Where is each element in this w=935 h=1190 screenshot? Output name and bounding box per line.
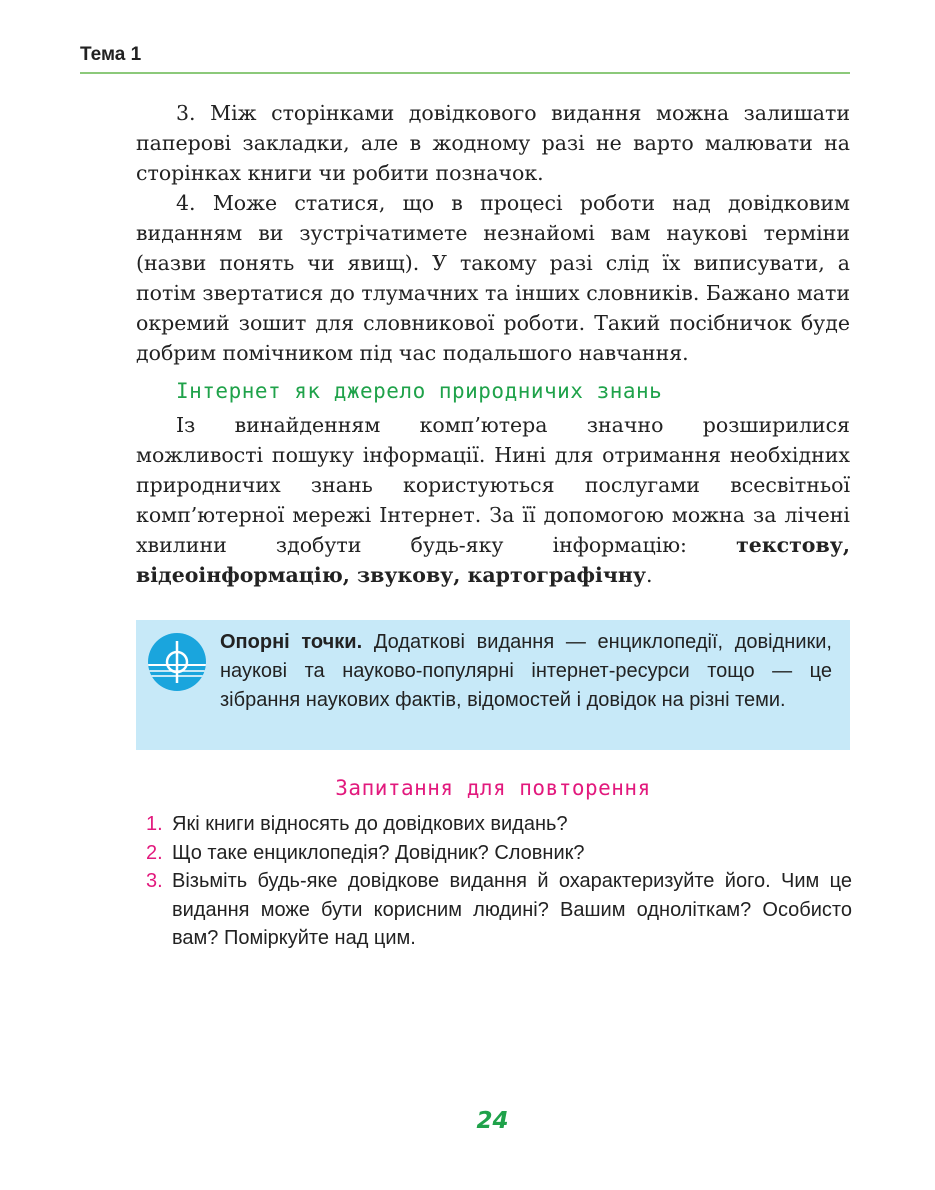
page-header bbox=[80, 44, 850, 74]
question-item bbox=[146, 839, 852, 868]
key-points-text bbox=[220, 628, 832, 715]
key-points-body: Додаткові видання — енциклопедії, довідники, наукові та науково-популярні інтернет-ресурси тощо — це зібрання наукових фактів, відомостей і довідок на різні теми. bbox=[220, 631, 832, 711]
topic-label: Тема 1 bbox=[80, 44, 142, 65]
internet-bold-text: текстову, відеоінформацію, звукову, картографічну bbox=[136, 533, 850, 587]
internet-end: . bbox=[645, 563, 653, 587]
questions-list bbox=[146, 810, 852, 953]
question-number: 3. bbox=[146, 870, 163, 892]
question-item bbox=[146, 810, 852, 839]
internet-heading: Інтернет як джерело природничих знань bbox=[176, 379, 663, 403]
main-text bbox=[136, 98, 850, 590]
paragraph-3: 3. Між сторінками довідкового видання можна залишати паперові закладки, але в жодному разі не варто малювати на сторінках книги чи робити позначок. bbox=[136, 101, 850, 185]
paragraph-4: 4. Може статися, що в процесі роботи над довідковим виданням ви зустрічатимете незнайомі вам наукові терміни (назви понять чи явищ). У такому разі слід їх виписувати, а потім звертатися до тлумачних та інших словників. Бажано мати окремий зошит для словникової роботи. Такий посібничок буде добрим помічником під час подальшого навчання. bbox=[136, 191, 850, 365]
page-number: 24 bbox=[476, 1108, 509, 1134]
question-text: Що таке енциклопедія? Довідник? Словник? bbox=[172, 841, 585, 864]
question-text: Які книги відносять до довідкових видань? bbox=[172, 813, 568, 835]
question-item bbox=[146, 867, 852, 953]
target-crosshair-icon bbox=[148, 633, 206, 691]
questions-title: Запитання для повторення bbox=[335, 776, 651, 800]
key-points-box bbox=[136, 620, 850, 750]
question-number: 1. bbox=[146, 813, 163, 835]
key-points-label: Опорні точки. bbox=[220, 631, 363, 653]
question-number: 2. bbox=[146, 841, 163, 864]
internet-text: Із винайденням комп’ютера значно розширилися можливості пошуку інформації. Нині для отримання необхідних природничих знань користуються послугами всесвітньої комп’ютерної мережі Інтернет. За її допомогою можна за лічені хвилини здобути будь-яку інформацію: bbox=[136, 413, 850, 557]
question-text: Візьміть будь-яке довідкове видання й охарактеризуйте його. Чим це видання може бути корисним людині? Вашим одноліткам? Особисто вам? Поміркуйте над цим. bbox=[172, 870, 852, 949]
internet-paragraph bbox=[136, 410, 850, 590]
